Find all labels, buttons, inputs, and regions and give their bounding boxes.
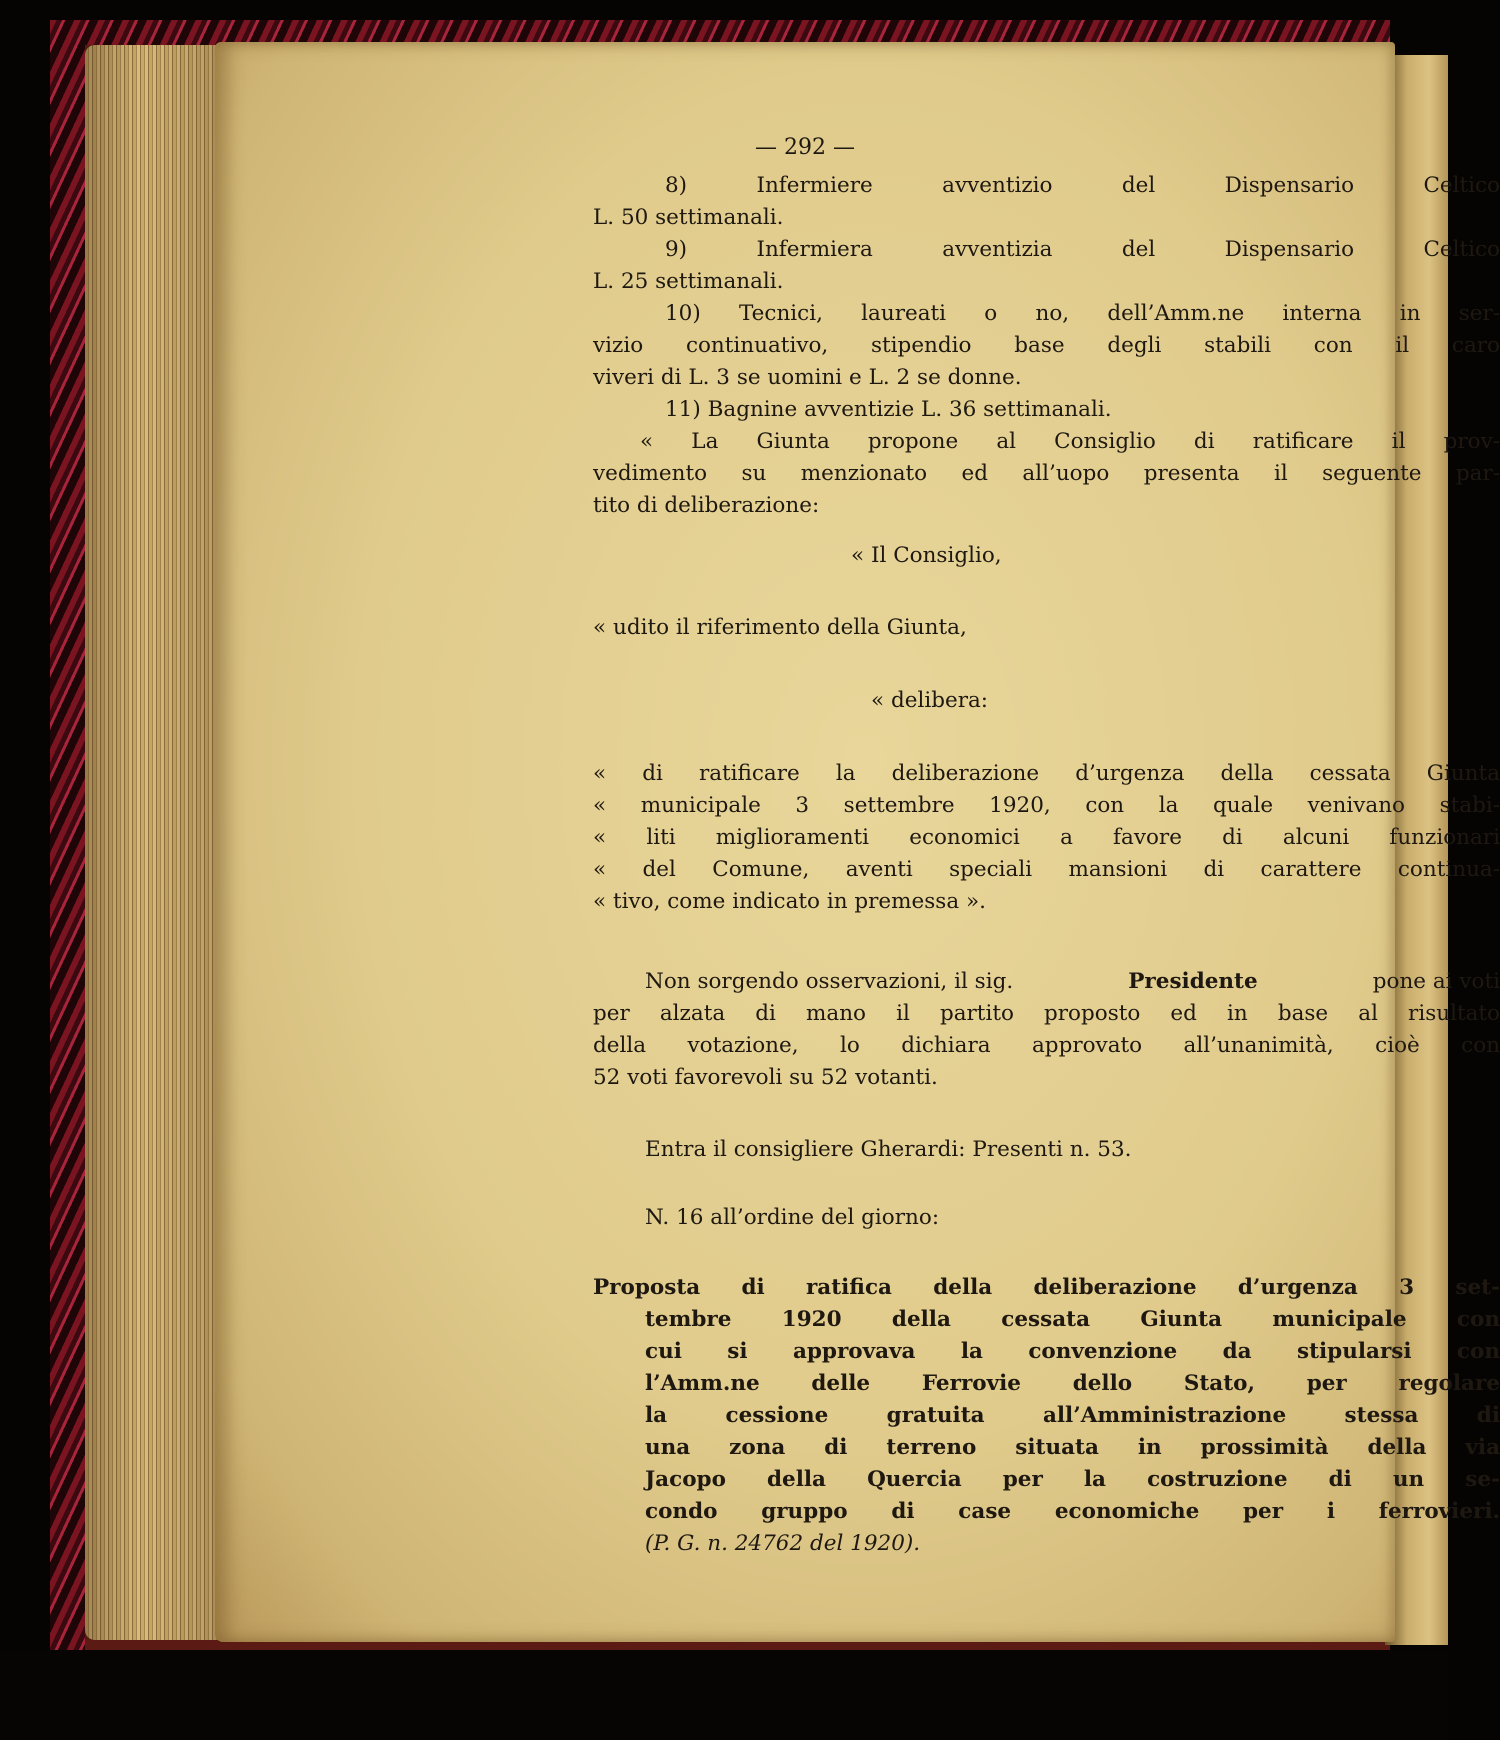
entra-line: Entra il consigliere Gherardi: Presenti n. 53. [645,1137,1132,1162]
proposta-line1: Proposta di ratifica della deliberazione d’urgenza 3 set- [593,1275,1500,1300]
proposta-line4: l’Amm.ne delle Ferrovie dello Stato, per regolare [645,1371,1500,1396]
item-9-line1: 9) Infermiera avventizia del Dispensario Celtico [665,237,1500,262]
udito-line: « udito il riferimento della Giunta, [593,615,967,640]
proposta-line6: una zona di terreno situata in prossimità della via [645,1435,1500,1460]
ratifica-line2: « municipale 3 settembre 1920, con la quale venivano stabi- [593,793,1500,818]
item-11-line1: 11) Bagnine avventizie L. 36 settimanali. [665,397,1112,422]
ratifica-line3: « liti miglioramenti economici a favore di alcuni funzionari [593,825,1500,850]
vote-line2: per alzata di mano il partito proposto ed in base al risultato [593,1001,1500,1026]
ordine-line: N. 16 all’ordine del giorno: [645,1205,940,1230]
proposta-line7: Jacopo della Quercia per la costruzione di un se- [645,1467,1500,1492]
scan-background [0,1650,1448,1740]
item-10-line3: viveri di L. 3 se uomini e L. 2 se donne. [593,365,1022,390]
item-10-line2: vizio continuativo, stipendio base degli stabili con il caro [593,333,1500,358]
proposta-reference: (P. G. n. 24762 del 1920). [645,1531,921,1556]
presidente: Presidente [1128,969,1258,994]
vote-line1-end: pone ai voti [1372,969,1500,994]
vote-line3: della votazione, lo dichiara approvato all’unanimità, cioè con [593,1033,1500,1058]
ratifica-line1: « di ratificare la deliberazione d’urgenza della cessata Giunta [593,761,1500,786]
item-10-line1: 10) Tecnici, laureati o no, dell’Amm.ne interna in ser- [665,301,1500,326]
proposta-line8: condo gruppo di case economiche per i ferrovieri. [645,1499,1500,1524]
giunta-line3: tito di deliberazione: [593,493,820,518]
ratifica-line4: « del Comune, aventi speciali mansioni di carattere continua- [593,857,1500,882]
item-8-line1: 8) Infermiere avventizio del Dispensario Celtico [665,173,1500,198]
vote-line1-start: Non sorgendo osservazioni, il sig. [645,969,1014,994]
giunta-line1: « La Giunta propone al Consiglio di ratificare il prov- [640,429,1500,454]
page-number: — 292 — [755,135,855,160]
item-9-line2: L. 25 settimanali. [593,269,784,294]
delibera-heading: « delibera: [871,688,989,713]
consiglio-heading: « Il Consiglio, [851,543,1002,568]
ratifica-line5: « tivo, come indicato in premessa ». [593,889,986,914]
giunta-line2: vedimento su menzionato ed all’uopo presenta il seguente par- [593,461,1500,486]
proposta-line5: la cessione gratuita all’Amministrazione stessa di [645,1403,1500,1428]
vote-line1 [645,966,1500,998]
item-8-line2: L. 50 settimanali. [593,205,784,230]
proposta-line3: cui si approvava la convenzione da stipularsi con [645,1339,1500,1364]
book-page [215,42,1500,1642]
vote-line4: 52 voti favorevoli su 52 votanti. [593,1065,938,1090]
proposta-line2: tembre 1920 della cessata Giunta municipale con [645,1307,1500,1332]
page-edges [85,45,225,1640]
